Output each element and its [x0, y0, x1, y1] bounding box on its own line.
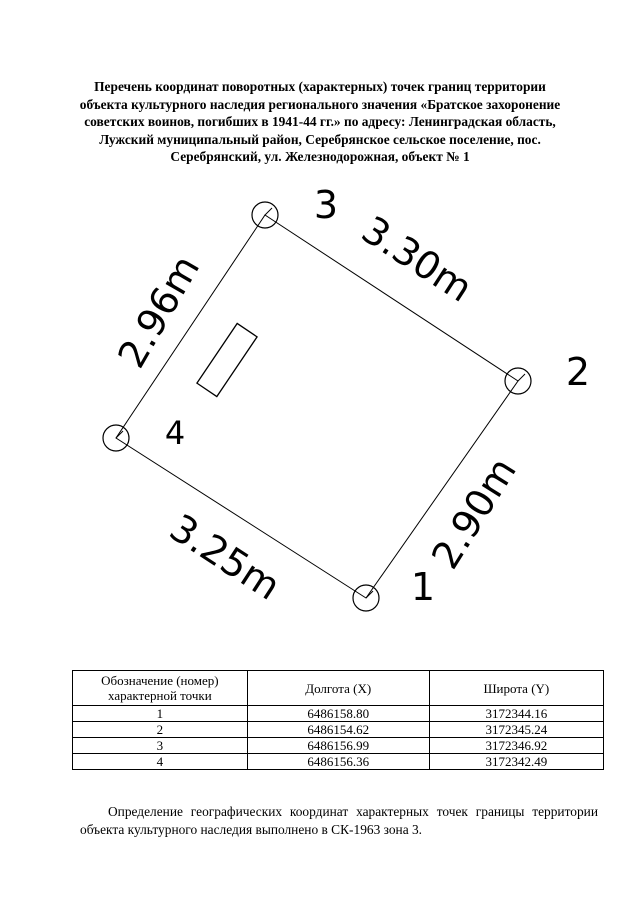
- cell-y: 3172344.16: [429, 706, 603, 722]
- boundary-plan: [0, 170, 640, 620]
- coordinates-table: [72, 670, 604, 770]
- title-line: Серебрянский, ул. Железнодорожная, объект № 1: [170, 149, 470, 164]
- title-line: советских воинов, погибших в 1941-44 гг.» по адресу: Ленинградская область,: [84, 114, 556, 129]
- cell-point: 1: [73, 706, 248, 722]
- table-row: [73, 722, 604, 738]
- side-length-4-3: 2.96m: [109, 247, 209, 376]
- table-header-row: [73, 671, 604, 706]
- column-header-longitude: Долгота (X): [247, 671, 429, 706]
- cell-point: 2: [73, 722, 248, 738]
- vertex-marker-3: [252, 202, 278, 228]
- cell-x: 6486158.80: [247, 706, 429, 722]
- cell-point: 3: [73, 738, 248, 754]
- table-row: [73, 754, 604, 770]
- vertex-marker-4: [103, 425, 129, 451]
- document-title: [70, 78, 570, 166]
- table-row: [73, 738, 604, 754]
- column-header-latitude: Широта (Y): [429, 671, 603, 706]
- cell-x: 6486156.99: [247, 738, 429, 754]
- cell-y: 3172345.24: [429, 722, 603, 738]
- cell-x: 6486156.36: [247, 754, 429, 770]
- title-line: объекта культурного наследия регионального значения «Братское захоронение: [79, 96, 561, 112]
- point-label-3: 3: [313, 183, 339, 227]
- vertex-marker-1: [353, 585, 379, 611]
- monument-rectangle: [197, 323, 257, 396]
- coordinate-system-note: Определение географических координат характерных точек границы территории объекта культурного наследия выполнено в СК-1963 зона 3.: [80, 804, 598, 838]
- vertex-marker-2: [505, 368, 531, 394]
- cell-x: 6486154.62: [247, 722, 429, 738]
- cell-y: 3172342.49: [429, 754, 603, 770]
- point-label-1: 1: [410, 565, 436, 609]
- cell-point: 4: [73, 754, 248, 770]
- title-line: Перечень координат поворотных (характерных) точек границ территории: [94, 79, 546, 94]
- side-length-2-1: 2.90m: [423, 449, 525, 577]
- column-header-point: Обозначение (номер) характерной точки: [73, 671, 248, 706]
- side-length-1-4: 3.25m: [162, 505, 289, 609]
- title-line: Лужский муниципальный район, Серебрянское сельское поселение, пос.: [99, 131, 541, 147]
- point-label-2: 2: [565, 350, 591, 394]
- point-label-4: 4: [164, 414, 186, 452]
- table-row: [73, 706, 604, 722]
- side-length-3-2: 3.30m: [354, 207, 481, 311]
- cell-y: 3172346.92: [429, 738, 603, 754]
